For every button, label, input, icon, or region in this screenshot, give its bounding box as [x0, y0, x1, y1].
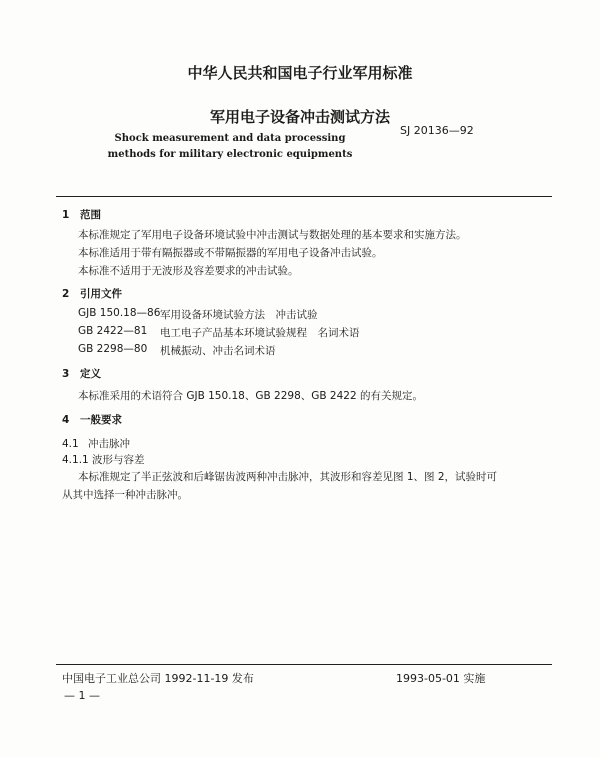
section-1-para-2: 本标准适用于带有隔振器或不带隔振器的军用电子设备冲击试验。 [78, 247, 383, 259]
section-number: 4 [62, 414, 70, 426]
section-4-para-line-1: 本标准规定了半正弦波和后峰锯齿波两种冲击脉冲，其波形和容差见图 1、图 2，试验时可 [78, 471, 498, 483]
section-title: 一般要求 [80, 414, 122, 426]
effective-date: 1993-05-01 实施 [396, 672, 486, 685]
reference-name: 军用设备环境试验方法 冲击试验 [160, 309, 318, 321]
reference-name: 机械振动、冲击名词术语 [160, 345, 276, 357]
section-3-heading [62, 366, 101, 381]
section-1-heading [62, 207, 101, 222]
section-1-para-3: 本标准不适用于无波形及容差要求的冲击试验。 [78, 265, 299, 277]
subsection-number: 4.1.1 [62, 454, 89, 466]
section-4-heading [62, 412, 122, 427]
reference-code: GB 2422—81 [78, 325, 148, 337]
subsection-title: 波形与容差 [92, 454, 145, 466]
section-title: 范围 [80, 209, 101, 221]
section-2-heading [62, 286, 122, 301]
subsection-title: 冲击脉冲 [88, 438, 130, 450]
reference-code: GB 2298—80 [78, 343, 148, 355]
reference-name: 电工电子产品基本环境试验规程 名词术语 [160, 327, 360, 339]
document-title-en-line2: methods for military electronic equipments [107, 149, 353, 160]
section-title: 引用文件 [80, 288, 122, 300]
issue-date: 中国电子工业总公司 1992-11-19 发布 [62, 672, 254, 685]
subsection-number: 4.1 [62, 438, 79, 450]
section-3-para-1: 本标准采用的术语符合 GJB 150.18、GB 2298、GB 2422 的有关规定。 [78, 390, 423, 402]
section-number: 1 [62, 209, 70, 221]
section-number: 2 [62, 288, 70, 300]
section-1-para-1: 本标准规定了军用电子设备环境试验中冲击测试与数据处理的基本要求和实施方法。 [78, 229, 467, 241]
section-4-para-line-2: 从其中选择一种冲击脉冲。 [62, 489, 188, 501]
standard-series-title: 中华人民共和国电子行业军用标准 [187, 64, 413, 82]
subsection-4-1-1-heading [62, 452, 145, 467]
reference-code: GJB 150.18—86 [78, 307, 161, 319]
section-title: 定义 [80, 368, 101, 380]
header-rule [56, 196, 552, 197]
page-number: — 1 — [64, 689, 100, 702]
document-title-en-line1: Shock measurement and data processing [114, 133, 346, 144]
footer-rule [56, 664, 552, 665]
document-title-cn: 军用电子设备冲击测试方法 [209, 108, 390, 126]
section-number: 3 [62, 368, 70, 380]
standard-number: SJ 20136—92 [400, 124, 474, 137]
subsection-4-1-heading [62, 436, 130, 451]
